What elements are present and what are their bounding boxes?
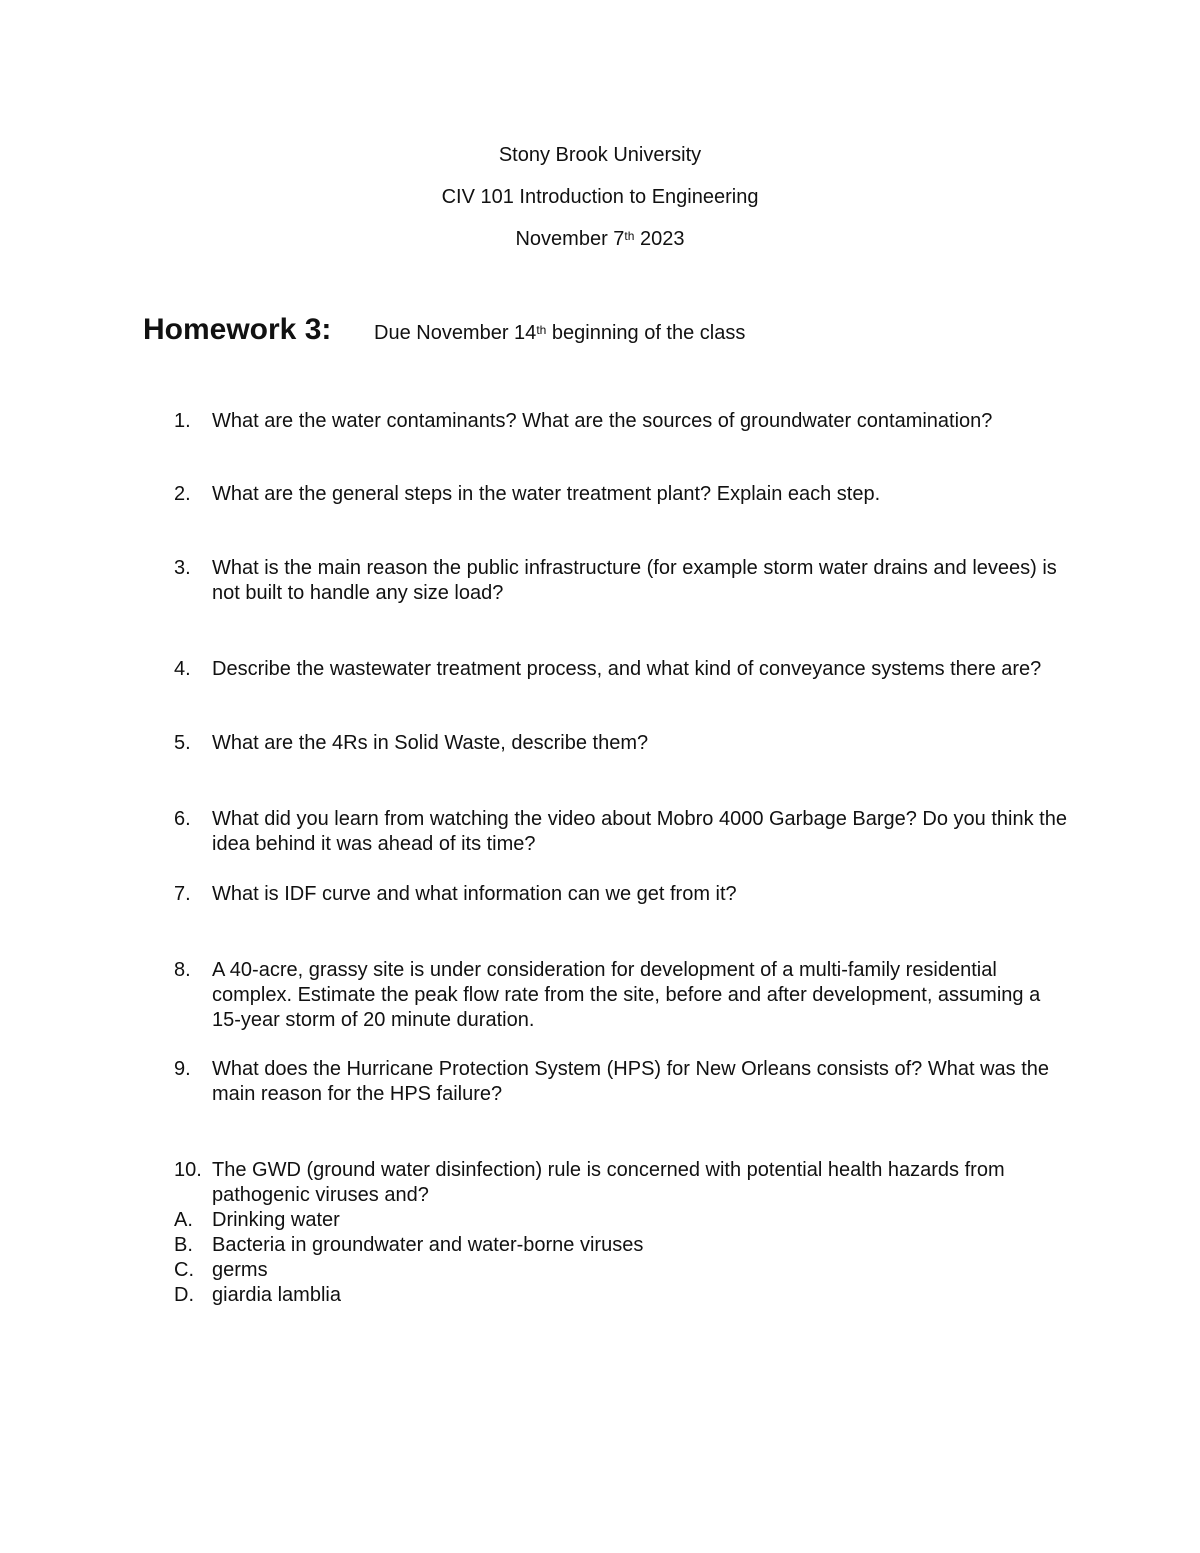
question-text: The GWD (ground water disinfection) rule is concerned with potential health hazards from pathogenic viruses and? (212, 1159, 1005, 1206)
option-text: Bacteria in groundwater and water-borne viruses (212, 1234, 644, 1256)
question-number: 8. (174, 959, 191, 981)
date-main: November 7 (515, 228, 625, 250)
question-number: 9. (174, 1058, 191, 1080)
option-letter: B. (174, 1234, 193, 1256)
question-text: What did you learn from watching the video about Mobro 4000 Garbage Barge? Do you think the idea behind it was ahead of its time? (212, 808, 1067, 855)
due-date-suffix: th (536, 323, 547, 337)
question-text: A 40-acre, grassy site is under consideration for development of a multi-family residential complex. Estimate the peak flow rate from the site, before and after development, assuming a 15-year storm of 20 minute duration. (212, 959, 1041, 1031)
question-number: 1. (174, 410, 191, 432)
document-date (0, 227, 1200, 251)
question-text: What does the Hurricane Protection System (HPS) for New Orleans consists of? What was the main reason for the HPS failure? (212, 1058, 1049, 1105)
question-text: What are the 4Rs in Solid Waste, describe them? (212, 732, 649, 754)
option-text: Drinking water (212, 1209, 340, 1231)
question-number: 6. (174, 808, 191, 830)
option-letter: D. (174, 1284, 194, 1306)
date-suffix: th (624, 229, 635, 243)
option-letter: C. (174, 1259, 194, 1281)
question-number: 2. (174, 483, 191, 505)
due-date-main: Due November 14 (374, 322, 537, 344)
question-text: What is the main reason the public infrastructure (for example storm water drains and levees) is not built to handle any size load? (212, 557, 1057, 604)
question-text: Describe the wastewater treatment process, and what kind of conveyance systems there are? (212, 658, 1042, 680)
question-number: 3. (174, 557, 191, 579)
question-number: 7. (174, 883, 191, 905)
question-number: 10. (174, 1159, 202, 1181)
homework-title: Homework 3: (143, 313, 332, 346)
question-text: What are the general steps in the water treatment plant? Explain each step. (212, 483, 881, 505)
due-date-rest: beginning of the class (546, 322, 746, 344)
option-text: giardia lamblia (212, 1284, 341, 1306)
due-date (374, 321, 745, 345)
option-letter: A. (174, 1209, 193, 1231)
university-name: Stony Brook University (498, 144, 702, 166)
course-title: CIV 101 Introduction to Engineering (441, 186, 759, 208)
option-text: germs (212, 1259, 268, 1281)
question-text: What is IDF curve and what information can we get from it? (212, 883, 737, 905)
question-number: 4. (174, 658, 191, 680)
date-year: 2023 (634, 228, 685, 250)
question-number: 5. (174, 732, 191, 754)
question-text: What are the water contaminants? What are the sources of groundwater contamination? (212, 410, 993, 432)
